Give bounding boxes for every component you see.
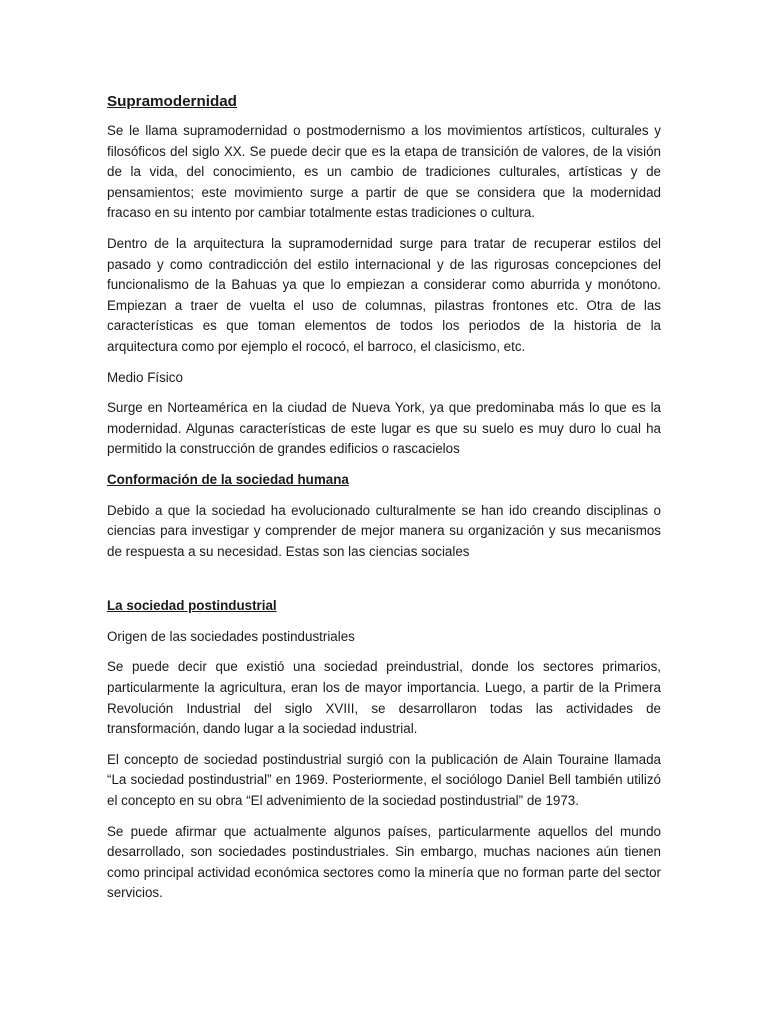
heading-conformacion: Conformación de la sociedad humana (107, 471, 349, 487)
paragraph-arquitectura: Dentro de la arquitectura la supramodernidad surge para tratar de recuperar estilos del pasado y como contradicción del estilo internacional y de las rigurosas concepciones del funcionalismo de la Bahuas ya que lo empiezan a considerar como aburrida y monótono. Empiezan a traer de vuelta el uso de columnas, pilastras frontones etc. Otra de las características es que toman elementos de todos los periodos de la historia de la arquitectura como por ejemplo el rococó, el barroco, el clasicismo, etc. (107, 235, 661, 354)
paragraph-supramodernidad-intro: Se le llama supramodernidad o postmodernismo a los movimientos artísticos, culturales y filosóficos del siglo XX. Se puede decir que es la etapa de transición de valores, de la visión de la vida, del conocimiento, es un cambio de tradiciones culturales, artísticas y de pensamientos; este movimiento surge a partir de que se considera que la modernidad fracaso en su intento por cambiar totalmente estas tradiciones o cultura. (107, 123, 661, 221)
document-page (107, 84, 661, 914)
section-gap (107, 572, 661, 596)
paragraph-concepto: El concepto de sociedad postindustrial surgió con la publicación de Alain Touraine llamada “La sociedad postindustrial” en 1969. Posteriormente, el sociólogo Daniel Bell también utilizó el concepto en su obra “El advenimiento de la sociedad postindustrial” de 1973. (107, 751, 661, 809)
subheading-medio-fisico: Medio Físico (107, 369, 183, 385)
paragraph-actualidad: Se puede afirmar que actualmente algunos países, particularmente aquellos del mundo desarrollado, son sociedades postindustriales. Sin embargo, muchas naciones aún tienen como principal actividad económica sectores como la minería que no forman parte del sector servicios. (107, 823, 661, 901)
document-title: Supramodernidad (107, 93, 237, 110)
paragraph-preindustrial: Se puede decir que existió una sociedad preindustrial, donde los sectores primarios, particularmente la agricultura, eran los de mayor importancia. Luego, a partir de la Primera Revolución Industrial del siglo XVIII, se desarrollaron todas las actividades de transformación, dando lugar a la sociedad industrial. (107, 659, 661, 737)
heading-sociedad-postindustrial: La sociedad postindustrial (107, 598, 277, 614)
paragraph-conformacion: Debido a que la sociedad ha evolucionado culturalmente se han ido creando disciplinas o ciencias para investigar y comprender de mejor manera su organización y sus mecanismos de respuesta a su necesidad. Estas son las ciencias sociales (107, 502, 661, 559)
subheading-origen: Origen de las sociedades postindustriales (107, 628, 355, 644)
paragraph-medio-fisico: Surge en Norteamérica en la ciudad de Nueva York, ya que predominaba más lo que es la modernidad. Algunas características de este lugar es que su suelo es muy duro lo cual ha permitido la construcción de grandes edificios o rascacielos (107, 400, 661, 457)
